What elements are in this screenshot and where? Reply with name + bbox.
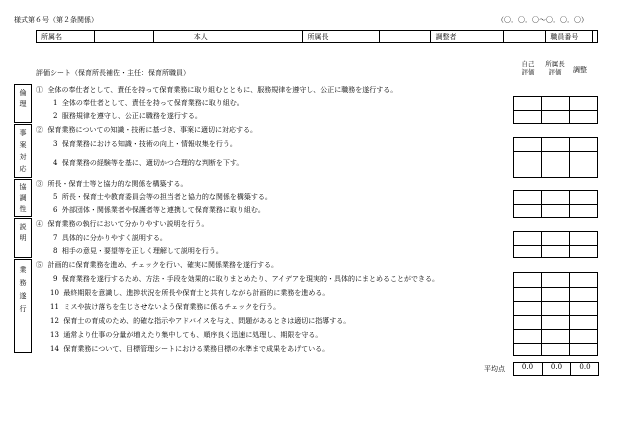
item-7: 7 具体的に分かりやすく説明する。 [53,234,167,242]
item-8: 8 相手の意見・要望等を正しく理解して説明を行う。 [53,247,223,255]
eval-block-5[interactable] [513,272,598,356]
item-3: 3 保育業務における知識・技術の向上・情報収集を行う。 [53,140,237,148]
category-explanation: 説 明 [14,218,32,258]
item-group-1: ① 全体の奉仕者として、責任を持って保育業務に取り組むとともに、服務規律を遵守し、公正に職務を遂行する。 [36,86,398,94]
header-label-chief: 所属長 [303,31,379,43]
header-label-self: 本人 [153,31,303,43]
item-14: 14 保育業務について、目標管理シートにおける業務目標の水準まで成果をあげている。 [50,345,330,353]
header-value-staff-no[interactable] [593,31,598,43]
sheet-title: 評価シート（保育所長補佐・主任：保育所職員） [36,69,190,77]
eval-block-2[interactable] [513,137,598,178]
eval-block-3[interactable] [513,190,598,218]
item-group-5: ⑤ 計画的に保育業務を進め、チェックを行い、確実に関係業務を遂行する。 [36,261,278,269]
header-value-department[interactable] [94,31,153,43]
col-self-eval: 自己 評価 [521,60,535,76]
item-group-4: ④ 保育業務の執行において分かりやすい説明を行う。 [36,220,209,228]
item-10: 10 最終期限を意識し、進捗状況を所長や保育士と共有しながら計画的に業務を進める。 [50,289,330,297]
item-group-3: ③ 所長・保育士等と協力的な関係を構築する。 [36,180,188,188]
category-execution: 業 務 遂 行 [14,259,32,353]
header-label-department: 所属名 [37,31,95,43]
col-supervisor-eval: 所属長 評価 [545,60,565,76]
eval-block-1[interactable] [513,96,598,124]
header-value-adjuster[interactable] [504,31,546,43]
form-number: 様式第６号（第２条関係） [14,16,98,24]
item-9: 9 保育業務を遂行するため、方法・手段を効果的に取りまとめたり、アイデアを現実的・具体的にまとめることができる。 [53,275,440,283]
date-range: （〇．〇．〇〜〇．〇．〇） [497,16,588,24]
item-5: 5 所長・保育士や教育委員会等の担当者と協力的な関係を構築する。 [53,193,272,201]
category-cooperation: 協 調 性 [14,179,32,217]
header-label-adjuster: 調整者 [431,31,504,43]
header-value-chief[interactable] [379,31,431,43]
item-11: 11 ミスや抜け落ちを生じさせないよう保育業務に係るチェックを行う。 [50,303,281,311]
average-label: 平均点 [484,365,505,373]
item-6: 6 外部団体・関係業者や保護者等と連携して保育業務に取り組む。 [53,206,265,214]
category-case-handling: 事 案 対 応 [14,124,32,178]
col-adjust: 調整 [573,66,587,74]
item-2: 2 服務規律を遵守し、公正に職務を遂行する。 [53,112,202,120]
header-table [36,30,598,43]
eval-block-4[interactable] [513,231,598,258]
item-1: 1 全体の奉仕者として、責任を持って保育業務に取り組む。 [53,99,244,107]
item-group-2: ② 保育業務についての知識・技術に基づき、事案に適切に対応する。 [36,126,258,134]
item-12: 12 保育士の育成のため、的確な指示やアドバイスを与え、問題があるときは適切に指導する。 [50,317,351,325]
item-4: 4 保育業務の経験等を基に、適切かつ合理的な判断を下す。 [53,159,244,167]
item-13: 13 通常より仕事の分量が増えたり集中しても、順序良く迅速に処理し、期限を守る。 [50,331,323,339]
average-adjust: 0.0 [570,362,599,376]
average-self: 0.0 [521,363,534,371]
category-ethics: 倫 理 [14,84,32,123]
average-supervisor: 0.0 [542,362,570,376]
header-label-staff-no: 職員番号 [546,31,593,43]
